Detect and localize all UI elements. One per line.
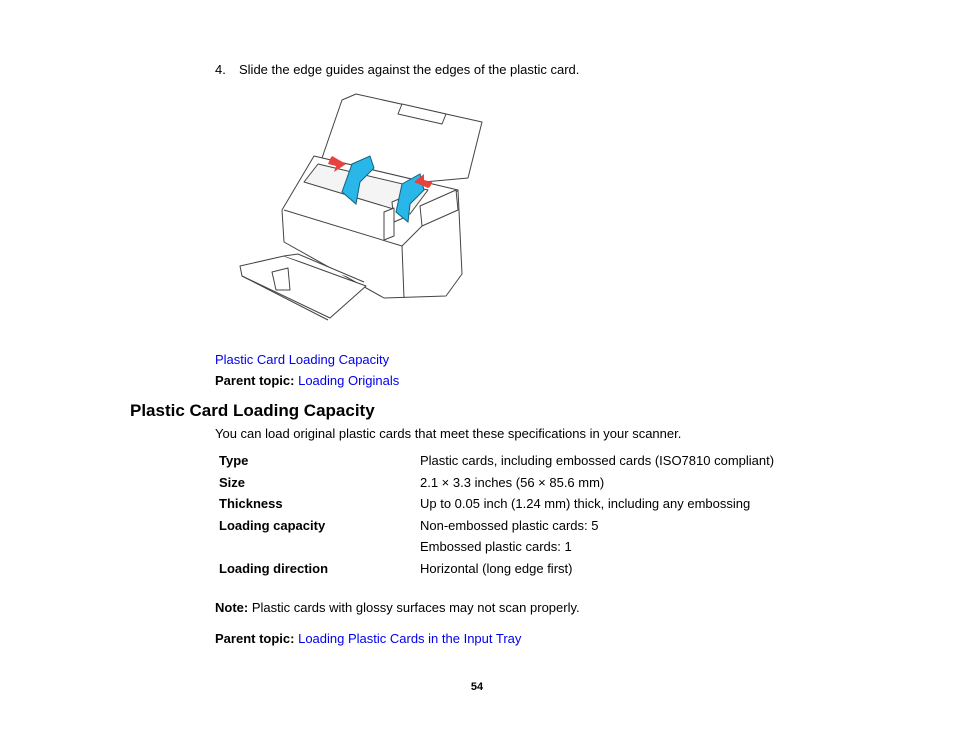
parent-topic-label: Parent topic:: [215, 631, 295, 646]
table-row: [215, 539, 774, 561]
table-row: [215, 496, 774, 518]
spec-key: Thickness: [219, 496, 283, 511]
step-text: Slide the edge guides against the edges of the plastic card.: [239, 62, 580, 77]
plastic-card-loading-capacity-link[interactable]: Plastic Card Loading Capacity: [215, 352, 390, 367]
step-4: [215, 62, 579, 77]
spec-key: Type: [219, 453, 249, 468]
spec-table: [215, 453, 774, 582]
spec-value: Horizontal (long edge first): [420, 560, 573, 576]
spec-value: 2.1 × 3.3 inches (56 × 85.6 mm): [420, 474, 605, 490]
loading-originals-link[interactable]: Loading Originals: [298, 373, 400, 388]
section-heading: Plastic Card Loading Capacity: [130, 401, 375, 420]
note-text: Plastic cards with glossy surfaces may not scan properly.: [251, 600, 580, 615]
table-row: [215, 453, 774, 475]
note-label: Note:: [215, 600, 249, 615]
spec-value: Embossed plastic cards: 1: [420, 539, 572, 554]
spec-value: Plastic cards, including embossed cards (ISO7810 compliant): [420, 453, 775, 468]
parent-topic-2: [215, 631, 521, 646]
table-row: [215, 561, 774, 583]
step-number: 4.: [215, 62, 226, 77]
spec-key: Loading capacity: [219, 517, 326, 533]
page-number: 54: [470, 681, 484, 693]
section-intro: You can load original plastic cards that meet these specifications in your scanner.: [215, 426, 682, 441]
scanner-illustration: [232, 86, 488, 322]
table-row: [215, 518, 774, 540]
note: [215, 600, 580, 615]
spec-value: Up to 0.05 inch (1.24 mm) thick, including any embossing: [420, 496, 751, 511]
spec-key: [215, 539, 416, 561]
parent-topic-label: Parent topic:: [215, 373, 295, 388]
spec-key: Size: [219, 474, 246, 490]
spec-key: Loading direction: [219, 560, 329, 576]
related-topic: [215, 352, 389, 367]
parent-topic-1: [215, 373, 399, 388]
spec-value: Non-embossed plastic cards: 5: [420, 517, 599, 533]
loading-plastic-cards-link[interactable]: Loading Plastic Cards in the Input Tray: [298, 631, 522, 646]
table-row: [215, 475, 774, 497]
